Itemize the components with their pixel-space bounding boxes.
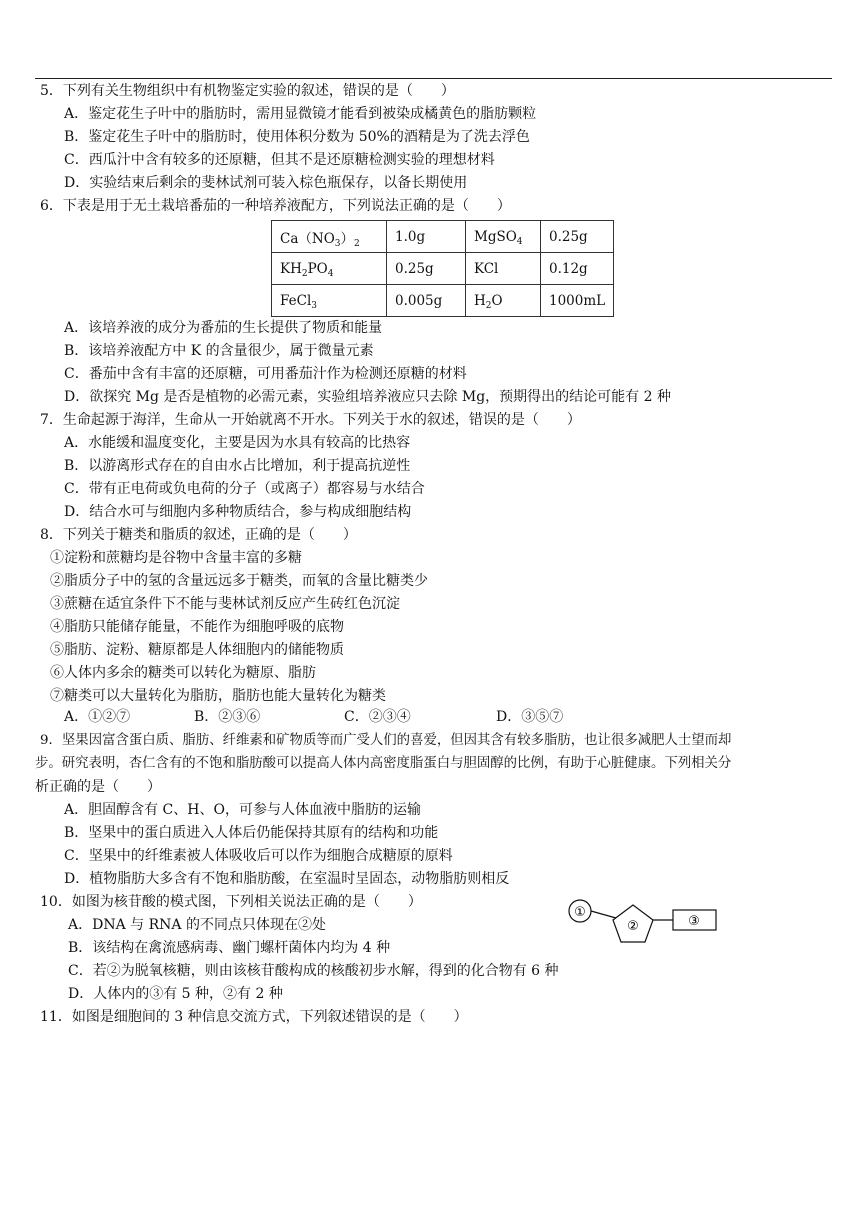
q8-statement-7: ⑦糖类可以大量转化为脂肪，脂肪也能大量转化为糖类: [50, 688, 386, 704]
q9-option-b: B．坚果中的蛋白质进入人体后仍能保持其原有的结构和功能: [64, 825, 439, 841]
q11-stem: 11．如图是细胞间的 3 种信息交流方式，下列叙述错误的是（ ）: [40, 1009, 468, 1025]
q8-statement-2: ②脂质分子中的氢的含量远远多于糖类，而氧的含量比糖类少: [50, 573, 428, 589]
q5-option-c: C．西瓜汁中含有较多的还原糖，但其不是还原糖检测实验的理想材料: [64, 152, 495, 168]
table-row: [272, 285, 614, 317]
q8-statement-1: ①淀粉和蔗糖均是谷物中含量丰富的多糖: [50, 550, 302, 566]
q6-option-c: C．番茄中含有丰富的还原糖，可用番茄汁作为检测还原糖的材料: [64, 366, 467, 382]
table-cell: 1000mL: [541, 285, 614, 317]
q5-stem: 5．下列有关生物组织中有机物鉴定实验的叙述，错误的是（ ）: [40, 83, 455, 99]
table-cell: 1.0g: [387, 221, 466, 253]
table-cell: 0.25g: [541, 221, 614, 253]
q9-stem-line-1: 9．坚果因富含蛋白质、脂肪、纤维素和矿物质等而广受人们的喜爱，但因其含有较多脂肪，也让很多减肥人士望而却: [40, 733, 732, 748]
q9-stem-line-2: 步。研究表明，杏仁含有的不饱和脂肪酸可以提高人体内高密度脂蛋白与胆固醇的比例，有助于心脏健康。下列相关分: [35, 756, 732, 771]
q8-choice-b: B．②③⑥: [194, 709, 261, 725]
q7-option-c: C．带有正电荷或负电荷的分子（或离子）都容易与水结合: [64, 481, 425, 497]
header-rule: [35, 78, 832, 79]
q6-option-a: A．该培养液的成分为番茄的生长提供了物质和能量: [64, 320, 383, 336]
table-cell: MgSO$_4$: [466, 221, 541, 253]
label-1: ①: [574, 905, 586, 920]
phosphate-bond: [591, 911, 616, 918]
table-cell: $KH_2PO_4$: [272, 253, 387, 285]
q6-option-b: B．该培养液配方中 K 的含量很少，属于微量元素: [64, 343, 374, 359]
q6-option-d: D．欲探究 Mg 是否是植物的必需元素，实验组培养液应只去除 Mg，预期得出的结论可能有 2 种: [64, 389, 671, 405]
q7-option-a: A．水能缓和温度变化，主要是因为水具有较高的比热容: [64, 435, 411, 451]
q8-stem: 8．下列关于糖类和脂质的叙述，正确的是（ ）: [40, 527, 357, 543]
label-2: ②: [627, 919, 639, 934]
label-3: ③: [688, 914, 700, 929]
q9-stem-line-3: 析正确的是（ ）: [35, 779, 161, 795]
q8-choice-a: A．①②⑦: [64, 709, 131, 725]
q7-stem: 7．生命起源于海洋，生命从一开始就离不开水。下列关于水的叙述，错误的是（ ）: [40, 412, 581, 428]
table-row: [272, 253, 614, 285]
q10-option-c: C．若②为脱氧核糖，则由该核苷酸构成的核酸初步水解，得到的化合物有 6 种: [68, 963, 559, 979]
q6-stem: 6．下表是用于无土栽培番茄的一种培养液配方，下列说法正确的是（ ）: [40, 198, 511, 214]
table-row: [272, 221, 614, 253]
q5-option-a: A．鉴定花生子叶中的脂肪时，需用显微镜才能看到被染成橘黄色的脂肪颗粒: [64, 106, 537, 122]
table-cell: 0.25g: [387, 253, 466, 285]
q8-choice-c: C．②③④: [344, 709, 411, 725]
q8-statement-4: ④脂肪只能储存能量，不能作为细胞呼吸的底物: [50, 619, 344, 635]
q10-option-a: A．DNA 与 RNA 的不同点只体现在②处: [68, 917, 326, 933]
table-cell: $H_2O$: [466, 285, 541, 317]
q10-option-b: B．该结构在禽流感病毒、幽门螺杆菌体内均为 4 种: [68, 940, 391, 956]
q5-option-d: D．实验结束后剩余的斐林试剂可装入棕色瓶保存，以备长期使用: [64, 175, 468, 191]
q9-option-c: C．坚果中的纤维素被人体吸收后可以作为细胞合成糖原的原料: [64, 848, 453, 864]
table-cell: KCl: [466, 253, 541, 285]
q7-option-b: B．以游离形式存在的自由水占比增加，利于提高抗逆性: [64, 458, 411, 474]
q9-option-a: A．胆固醇含有 C、H、O，可参与人体血液中脂肪的运输: [64, 802, 421, 818]
q8-statement-3: ③蔗糖在适宜条件下不能与斐林试剂反应产生砖红色沉淀: [50, 596, 400, 612]
q10-stem: 10．如图为核苷酸的模式图，下列相关说法正确的是（ ）: [40, 894, 422, 910]
nutrient-table: [271, 220, 614, 317]
q10-option-d: D．人体内的③有 5 种，②有 2 种: [68, 986, 283, 1002]
q5-option-b: B．鉴定花生子叶中的脂肪时，使用体积分数为 50%的酒精是为了洗去浮色: [64, 129, 530, 145]
q7-option-d: D．结合水可与细胞内多种物质结合，参与构成细胞结构: [64, 504, 412, 520]
table-cell: $Ca(NO_3)_2$: [272, 221, 387, 253]
nucleotide-diagram: [560, 896, 720, 948]
q8-statement-6: ⑥人体内多余的糖类可以转化为糖原、脂肪: [50, 665, 316, 681]
table-cell: FeCl$_3$: [272, 285, 387, 317]
q9-option-d: D．植物脂肪大多含有不饱和脂肪酸，在室温时呈固态，动物脂肪则相反: [64, 871, 510, 887]
q8-statement-5: ⑤脂肪、淀粉、糖原都是人体细胞内的储能物质: [50, 642, 344, 658]
table-cell: 0.005g: [387, 285, 466, 317]
q8-choice-d: D．③⑤⑦: [496, 709, 564, 725]
table-cell: 0.12g: [541, 253, 614, 285]
